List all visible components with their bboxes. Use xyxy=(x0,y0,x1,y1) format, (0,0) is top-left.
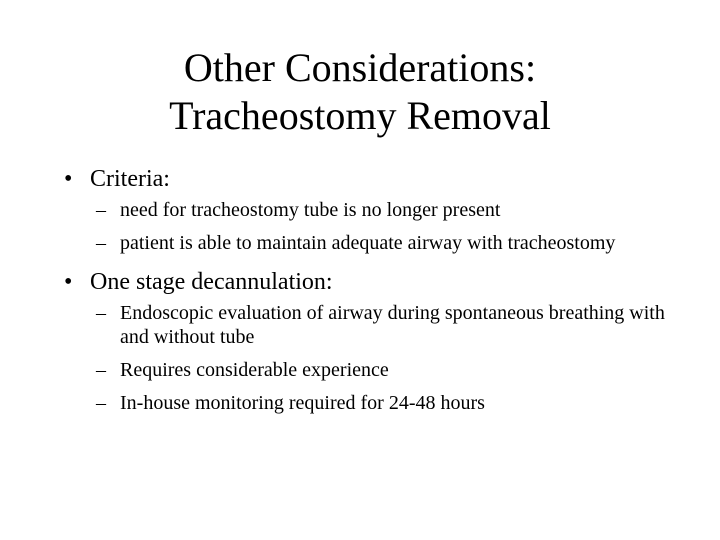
sub-bullet xyxy=(96,231,684,255)
bullet-marker: • xyxy=(64,269,73,295)
sub-bullet-marker: – xyxy=(96,232,106,254)
sub-bullet xyxy=(96,391,684,415)
sub-bullet xyxy=(96,358,684,382)
sub-bullet xyxy=(96,198,684,222)
sub-bullet-marker: – xyxy=(96,392,106,414)
sub-bullet-marker: – xyxy=(96,359,106,381)
slide-content xyxy=(64,162,684,425)
sub-bullet-text: Requires considerable experience xyxy=(120,359,389,381)
bullet-decannulation xyxy=(64,265,684,299)
bullet-label: Criteria: xyxy=(90,166,170,192)
slide-title xyxy=(36,44,684,140)
sub-bullet xyxy=(96,301,684,349)
criteria-sub-list xyxy=(96,198,684,255)
sub-bullet-text: patient is able to maintain adequate airway with tracheostomy xyxy=(120,232,616,254)
decannulation-sub-list xyxy=(96,301,684,415)
title-line-2: Tracheostomy Removal xyxy=(169,93,551,138)
title-line-1: Other Considerations: xyxy=(183,45,537,90)
sub-bullet-text: In-house monitoring required for 24-48 hours xyxy=(120,392,485,414)
bullet-label: One stage decannulation: xyxy=(90,269,333,295)
sub-bullet-marker: – xyxy=(96,199,106,221)
sub-bullet-text: need for tracheostomy tube is no longer present xyxy=(120,199,501,221)
sub-bullet-marker: – xyxy=(96,302,106,324)
sub-bullet-text: Endoscopic evaluation of airway during spontaneous breathing with and without tube xyxy=(120,302,665,348)
bullet-criteria xyxy=(64,162,684,196)
bullet-marker: • xyxy=(64,166,73,192)
